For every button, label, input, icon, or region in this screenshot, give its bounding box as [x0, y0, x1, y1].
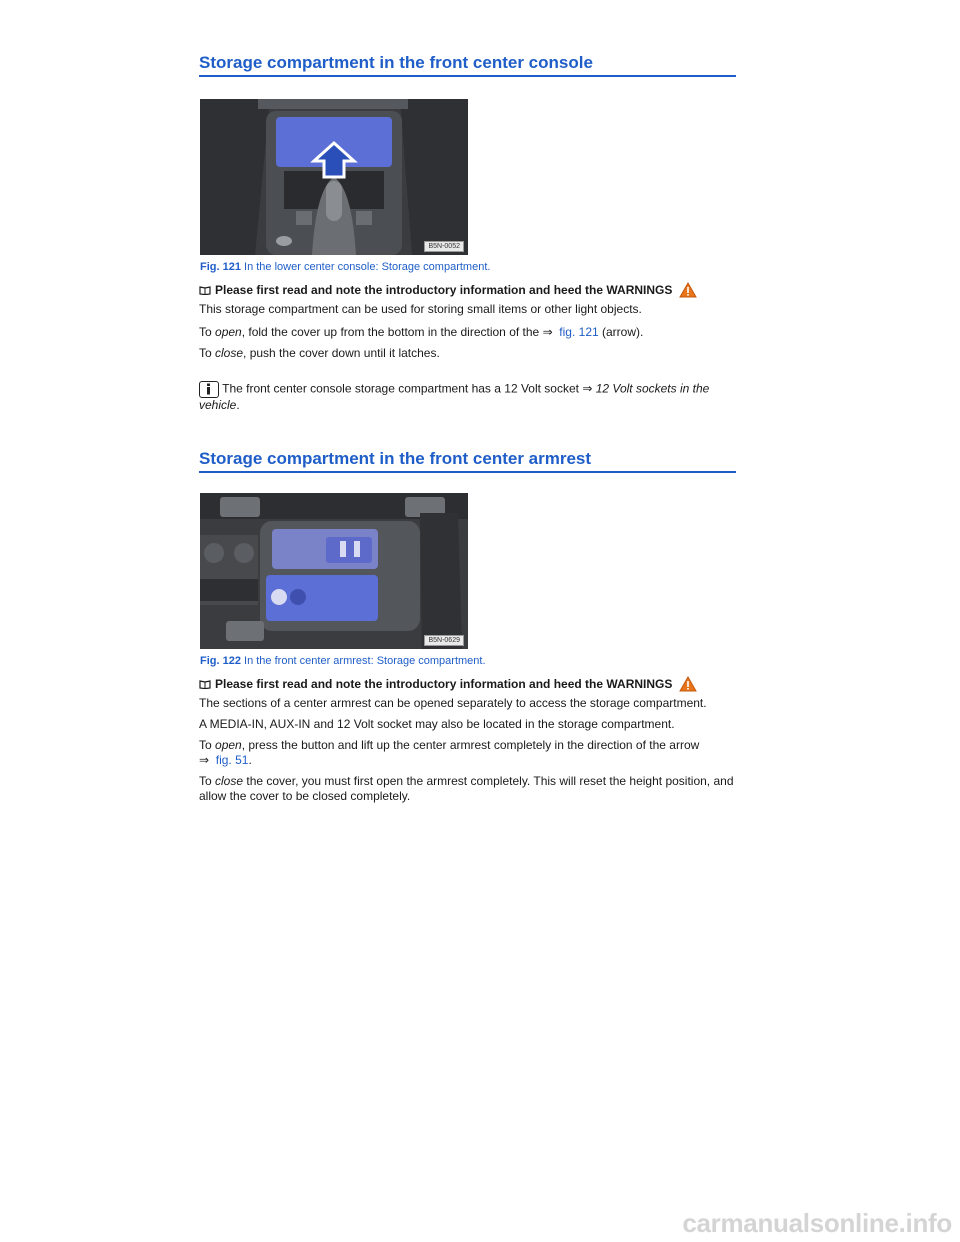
emphasis: open — [215, 738, 242, 752]
book-icon — [199, 680, 211, 689]
warning-icon — [679, 282, 697, 298]
section-title-console: Storage compartment in the front center console — [199, 53, 736, 77]
warning-icon — [679, 676, 697, 692]
caption-text: In the front center armrest: Storage compartment. — [240, 655, 486, 667]
note-12v-socket — [199, 381, 736, 413]
arrow-icon: ⇒ — [199, 753, 210, 767]
emphasis: close — [215, 346, 244, 360]
caption-text: In the lower center console: Storage compartment. — [240, 261, 491, 273]
figure-122-image — [200, 493, 468, 649]
center-console-illustration — [200, 99, 468, 255]
paragraph-open — [199, 738, 736, 768]
arrow-icon: ⇒ — [582, 381, 593, 396]
figure-121-image — [200, 99, 468, 255]
caption-label: Fig. 121 — [200, 261, 241, 273]
intro-text: Please first read and note the introductory information and heed the WARNINGS — [215, 283, 673, 297]
section-title-armrest: Storage compartment in the front center armrest — [199, 449, 736, 473]
paragraph-close — [199, 774, 736, 804]
figure-link[interactable]: fig. 51 — [215, 753, 249, 767]
figure-122-caption — [200, 655, 736, 667]
note-reference[interactable]: 12 Volt sockets in the vehicle — [199, 381, 710, 412]
text-fragment: To — [199, 738, 216, 752]
text-fragment: To — [199, 325, 216, 339]
figure-code: B5N-0629 — [424, 635, 464, 646]
figure-link[interactable]: fig. 121 — [559, 325, 599, 339]
emphasis: close — [215, 774, 244, 788]
text-fragment: , fold the cover up from the bottom in the direction of the — [241, 325, 543, 339]
text-fragment: . — [236, 398, 240, 412]
text-fragment: . — [248, 753, 252, 767]
note-text: The front center console storage compartment has a 12 Volt socket — [219, 381, 583, 396]
text-fragment: (arrow). — [598, 325, 644, 339]
book-icon — [199, 286, 211, 295]
armrest-illustration — [200, 493, 468, 649]
emphasis: open — [215, 325, 242, 339]
intro-warning-line — [199, 282, 736, 298]
figure-121-caption — [200, 261, 736, 273]
page-content — [199, 0, 736, 804]
intro-text: Please first read and note the introductory information and heed the WARNINGS — [215, 677, 673, 691]
text-fragment: the cover, you must first open the armrest completely. This will reset the height position, and allow the cover to be closed completely. — [199, 774, 734, 803]
paragraph-sections: The sections of a center armrest can be opened separately to access the storage compartment. — [199, 696, 707, 710]
paragraph-usage: This storage compartment can be used for storing small items or other light objects. — [199, 302, 642, 316]
text-fragment: , push the cover down until it latches. — [243, 346, 440, 360]
text-fragment: To — [199, 346, 216, 360]
intro-warning-line — [199, 676, 736, 692]
text-fragment: , press the button and lift up the center armrest completely in the direction of the arrow — [241, 738, 700, 752]
caption-label: Fig. 122 — [200, 655, 241, 667]
figure-code: B5N-0052 — [424, 241, 464, 252]
paragraph-media: A MEDIA-IN, AUX-IN and 12 Volt socket may also be located in the storage compartment. — [199, 717, 675, 731]
text-fragment: To — [199, 774, 216, 788]
watermark: carmanualsonline.info — [682, 1208, 952, 1238]
paragraph-close — [199, 346, 736, 361]
note-icon — [199, 381, 219, 398]
arrow-icon: ⇒ — [542, 325, 553, 339]
paragraph-open — [199, 325, 736, 340]
